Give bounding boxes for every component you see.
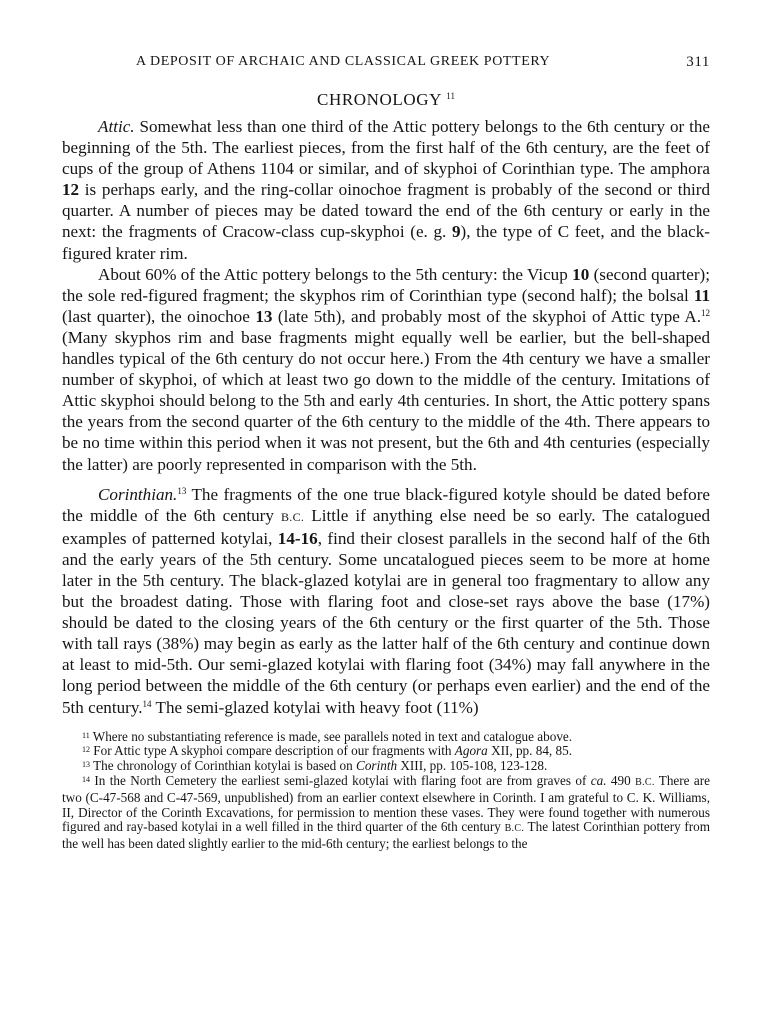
catalogue-ref-9: 9 bbox=[451, 222, 461, 242]
text-run: ), the type of C feet, and the black-figured krater rim. bbox=[62, 222, 710, 263]
footnotes bbox=[62, 730, 710, 852]
footnote-text: For Attic type A skyphoi compare description of our fragments with bbox=[93, 743, 455, 759]
corinthian-label: Corinthian. bbox=[98, 484, 178, 504]
footnote-ref-11: 11 bbox=[446, 91, 455, 101]
publication-title: Agora bbox=[454, 743, 488, 759]
catalogue-ref-12: 12 bbox=[62, 180, 80, 200]
era-abbreviation: B.C. bbox=[635, 777, 655, 789]
paragraph-corinthian bbox=[62, 484, 710, 718]
page-number: 311 bbox=[686, 54, 710, 70]
catalogue-ref-14-16: 14-16 bbox=[277, 528, 318, 548]
footnote-number: 13 bbox=[82, 760, 90, 770]
footnote-number: 12 bbox=[82, 745, 90, 755]
footnote-text: In the North Cemetery the earliest semi-glazed kotylai with flaring foot are from graves of bbox=[94, 773, 591, 789]
running-title: A DEPOSIT OF ARCHAIC AND CLASSICAL GREEK POTTERY bbox=[136, 54, 551, 69]
footnote-ref-13: 13 bbox=[177, 485, 187, 496]
footnote-ref-12: 12 bbox=[701, 307, 710, 318]
text-run: The fragments of the one true black-figured kotyle should be dated before the middle of the 6th century bbox=[62, 484, 710, 525]
catalogue-ref-10: 10 bbox=[572, 264, 590, 284]
footnote-text: 490 bbox=[606, 773, 636, 789]
footnote-12 bbox=[62, 744, 710, 759]
footnote-14 bbox=[62, 774, 710, 852]
footnote-text: The latest Corinthian pottery from the well has been dated slightly earlier to the mid-6th century; the earliest belongs to the bbox=[62, 819, 710, 852]
text-run: About 60% of the Attic pottery belongs to the 5th century: the Vicup bbox=[98, 264, 573, 284]
footnote-11 bbox=[62, 730, 710, 745]
footnote-text: XII, pp. 84, 85. bbox=[487, 743, 573, 759]
text-run: The semi-glazed kotylai with heavy foot (11%) bbox=[151, 697, 479, 717]
footnote-text: The chronology of Corinthian kotylai is based on bbox=[93, 758, 357, 774]
text-run: , find their closest parallels in the second half of the 6th and the early years of the 5th century. Some uncatalogued pieces seem to be more at home later in the 5th century. The black-glazed kotylai are in general too fragmentary to allow any but the broadest dating. Those with flaring foot and close-set rays above the base (17%) should be dated to the closing years of the 6th century or the first quarter of the 5th. Those with tall rays (38%) may begin as early as the latter half of the 6th century and continue down at least to mid-5th. Our semi-glazed kotylai with flaring foot (34%) may fall anywhere in the long period between the middle of the 6th century (or perhaps even earlier) and the end of the 5th century. bbox=[62, 528, 710, 717]
page bbox=[62, 44, 710, 852]
attic-label: Attic. bbox=[98, 117, 135, 136]
text-run: (late 5th), and probably most of the skyphoi of Attic type A. bbox=[272, 306, 701, 326]
text-run: (Many skyphos rim and base fragments might equally well be earlier, but the bell-shaped handles typical of the 6th century do not occur here.) From the 4th century we have a smaller number of skyphoi, of which at least two go down to the middle of the century. Imitations of Attic skyphoi should belong to the 5th and early 4th centuries. In short, the Attic pottery spans the years from the second quarter of the 6th century to the middle of the 4th. There appears to be no time within this period when it was not present, but the 6th and 4th centuries (especially the latter) are poorly represented in comparison with the 5th. bbox=[62, 327, 710, 474]
text-run: (last quarter), the oinochoe bbox=[62, 306, 256, 326]
footnote-text: There are two (C-47-568 and C-47-569, unpublished) from an earlier context elsewhere in Corinth. I am grateful to C. K. Williams, II, Director of the Corinth Excavations, for permission to mention these vases. They were found together with numerous figured and ray-based kotylai in a well filled in the third quarter of the 6th century bbox=[62, 773, 711, 835]
text-run: Somewhat less than one third of the Attic pottery belongs to the 6th century or the beginning of the 5th. The earliest pieces, from the first half of the 6th century, are the feet of cups of the group of Athens 1104 or similar, and of skyphoi of Corinthian type. The amphora bbox=[62, 117, 710, 179]
paragraph-attic-1 bbox=[62, 116, 710, 264]
text-run: (second quarter); the sole red-figured fragment; the skyphos rim of Corinthian type (second half); the bolsal bbox=[62, 264, 710, 305]
section-heading-text: CHRONOLOGY bbox=[317, 90, 442, 109]
catalogue-ref-11: 11 bbox=[693, 285, 710, 305]
footnote-13 bbox=[62, 759, 710, 774]
footnote-ref-14: 14 bbox=[142, 698, 152, 709]
running-header bbox=[62, 44, 710, 70]
era-abbreviation: B.C. bbox=[504, 823, 525, 835]
text-run: Little if anything else need be so early. The catalogued examples of patterned kotylai, bbox=[62, 505, 710, 548]
era-abbreviation: B.C. bbox=[281, 509, 305, 524]
paragraph-attic-2 bbox=[62, 264, 710, 475]
footnote-number: 14 bbox=[82, 775, 90, 785]
section-heading bbox=[62, 90, 710, 110]
circa-abbreviation: ca. bbox=[590, 773, 607, 789]
catalogue-ref-13: 13 bbox=[255, 306, 273, 326]
text-run: is perhaps early, and the ring-collar oinochoe fragment is probably of the second or third quarter. A number of pieces may be dated toward the end of the 6th century or early in the next: the fragments of Cracow-class cup-skyphoi (e. g. bbox=[62, 180, 710, 242]
publication-title: Corinth bbox=[356, 758, 398, 774]
footnote-text: XIII, pp. 105-108, 123-128. bbox=[397, 758, 548, 774]
footnote-number: 11 bbox=[82, 730, 90, 740]
footnote-text: Where no substantiating reference is made, see parallels noted in text and catalogue above. bbox=[92, 728, 573, 744]
